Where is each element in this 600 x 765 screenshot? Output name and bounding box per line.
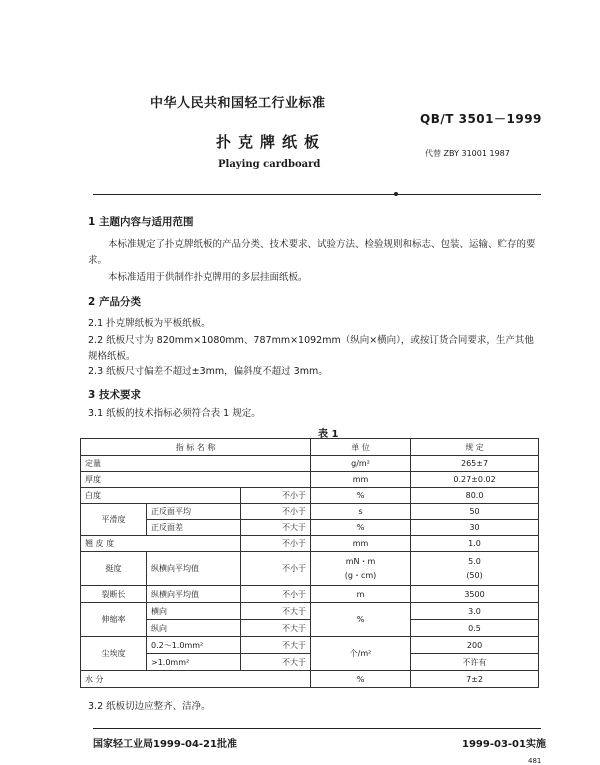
- header-unit: 单 位: [311, 439, 411, 456]
- table-row: [81, 456, 539, 472]
- row-name: 平滑度: [81, 504, 147, 536]
- row-name: 伸缩率: [81, 603, 147, 637]
- row-subitem: 横向: [147, 603, 241, 620]
- table-row: [81, 488, 539, 504]
- row-unit: %: [311, 671, 411, 688]
- row-name: 裂断长: [81, 586, 147, 603]
- row-unit: %: [311, 603, 411, 637]
- table-row: [81, 472, 539, 488]
- table-row: [81, 536, 539, 552]
- row-condition: 不大于: [241, 520, 311, 536]
- row-value: 1.0: [411, 536, 539, 552]
- section-2-heading: 2 产品分类: [88, 296, 141, 308]
- row-value-primary: 5.0: [468, 556, 481, 566]
- row-unit: %: [311, 488, 411, 504]
- row-name: 尘埃度: [81, 637, 147, 671]
- row-value: 80.0: [411, 488, 539, 504]
- row-unit: 个/m²: [311, 637, 411, 671]
- clause-2-1: 2.1 扑克牌纸板为平板纸板。: [88, 318, 211, 329]
- row-unit: %: [311, 520, 411, 536]
- effective-date: 1999-03-01实施: [462, 739, 546, 750]
- row-value: 50: [411, 504, 539, 520]
- row-value: [411, 552, 539, 586]
- table-row: [81, 637, 539, 654]
- row-name: 挺度: [81, 552, 147, 586]
- row-subitem: 正反面差: [147, 520, 241, 536]
- clause-2-3: 2.3 纸板尺寸偏差不超过±3mm，偏斜度不超过 3mm。: [88, 366, 328, 377]
- row-unit: mm: [311, 472, 411, 488]
- table-row: [81, 620, 539, 637]
- spec-table: [80, 438, 539, 688]
- row-name: 厚度: [81, 472, 311, 488]
- replaces-note: 代替 ZBY 31001 1987: [425, 149, 510, 158]
- row-subitem: 纵向: [147, 620, 241, 637]
- row-condition: 不大于: [241, 603, 311, 620]
- row-value-secondary: (50): [466, 570, 483, 580]
- row-condition: 不小于: [241, 488, 311, 504]
- row-unit-secondary: (g・cm): [344, 570, 377, 580]
- row-subitem: 0.2～1.0mm²: [147, 637, 241, 654]
- row-condition: 不大于: [241, 654, 311, 671]
- table-row: [81, 671, 539, 688]
- row-subitem: 正反面平均: [147, 504, 241, 520]
- row-value: 265±7: [411, 456, 539, 472]
- table-caption: 表 1: [318, 429, 339, 440]
- row-subitem: >1.0mm²: [147, 654, 241, 671]
- clause-3-2: 3.2 纸板切边应整齐、洁净。: [88, 701, 211, 712]
- section-1-paragraph-2: 本标准适用于供制作扑克牌用的多层挂面纸板。: [108, 272, 308, 283]
- row-condition: 不小于: [241, 504, 311, 520]
- table-row: [81, 603, 539, 620]
- section-3-heading: 3 技术要求: [88, 389, 141, 401]
- row-value: 0.27±0.02: [411, 472, 539, 488]
- row-condition: 不小于: [241, 552, 311, 586]
- document-title-english: Playing cardboard: [218, 159, 321, 170]
- row-unit-primary: mN・m: [345, 556, 376, 566]
- document-title: 扑克牌纸板: [216, 133, 327, 151]
- row-unit: m: [311, 586, 411, 603]
- row-value: 不许有: [411, 654, 539, 671]
- table-row: [81, 586, 539, 603]
- approval-note: 国家轻工业局1999-04-21批准: [93, 739, 237, 750]
- row-value: 0.5: [411, 620, 539, 637]
- header-indicator: 指 标 名 称: [81, 439, 311, 456]
- row-name: 定量: [81, 456, 311, 472]
- standard-code: QB/T 3501－1999: [420, 112, 542, 126]
- row-unit: [311, 552, 411, 586]
- header-divider-dot: [394, 192, 398, 196]
- row-condition: 不大于: [241, 620, 311, 637]
- row-condition: 不小于: [241, 536, 311, 552]
- section-1-paragraph-1: 本标准规定了扑克牌纸板的产品分类、技术要求、试验方法、检验规则和标志、包装、运输、贮存的要求。: [88, 239, 536, 266]
- table-row: [81, 654, 539, 671]
- row-condition: 不小于: [241, 586, 311, 603]
- row-name: 白度: [81, 488, 241, 504]
- row-name: 水 分: [81, 671, 311, 688]
- row-value: 3500: [411, 586, 539, 603]
- header-spec: 规 定: [411, 439, 539, 456]
- row-value: 30: [411, 520, 539, 536]
- table-row: [81, 520, 539, 536]
- row-subitem: 纵横向平均值: [147, 586, 241, 603]
- header-divider: [93, 194, 541, 195]
- table-row: [81, 552, 539, 586]
- footer-divider: [93, 728, 541, 729]
- row-name: 翘 皮 度: [81, 536, 241, 552]
- table-header-row: [81, 439, 539, 456]
- row-value: 7±2: [411, 671, 539, 688]
- clause-3-1: 3.1 纸板的技术指标必须符合表 1 规定。: [88, 408, 261, 419]
- row-unit: g/m²: [311, 456, 411, 472]
- row-condition: 不大于: [241, 637, 311, 654]
- clause-2-2: 2.2 纸板尺寸为 820mm×1080mm、787mm×1092mm（纵向×横向），或按订货合同要求，生产其他规格纸板。: [88, 335, 534, 362]
- page-number: 481: [528, 757, 542, 765]
- row-value: 3.0: [411, 603, 539, 620]
- row-unit: s: [311, 504, 411, 520]
- table-row: [81, 504, 539, 520]
- section-1-heading: 1 主题内容与适用范围: [88, 216, 194, 228]
- standard-series-title: 中华人民共和国轻工行业标准: [150, 96, 326, 111]
- row-subitem: 纵横向平均值: [147, 552, 241, 586]
- row-unit: mm: [311, 536, 411, 552]
- row-value: 200: [411, 637, 539, 654]
